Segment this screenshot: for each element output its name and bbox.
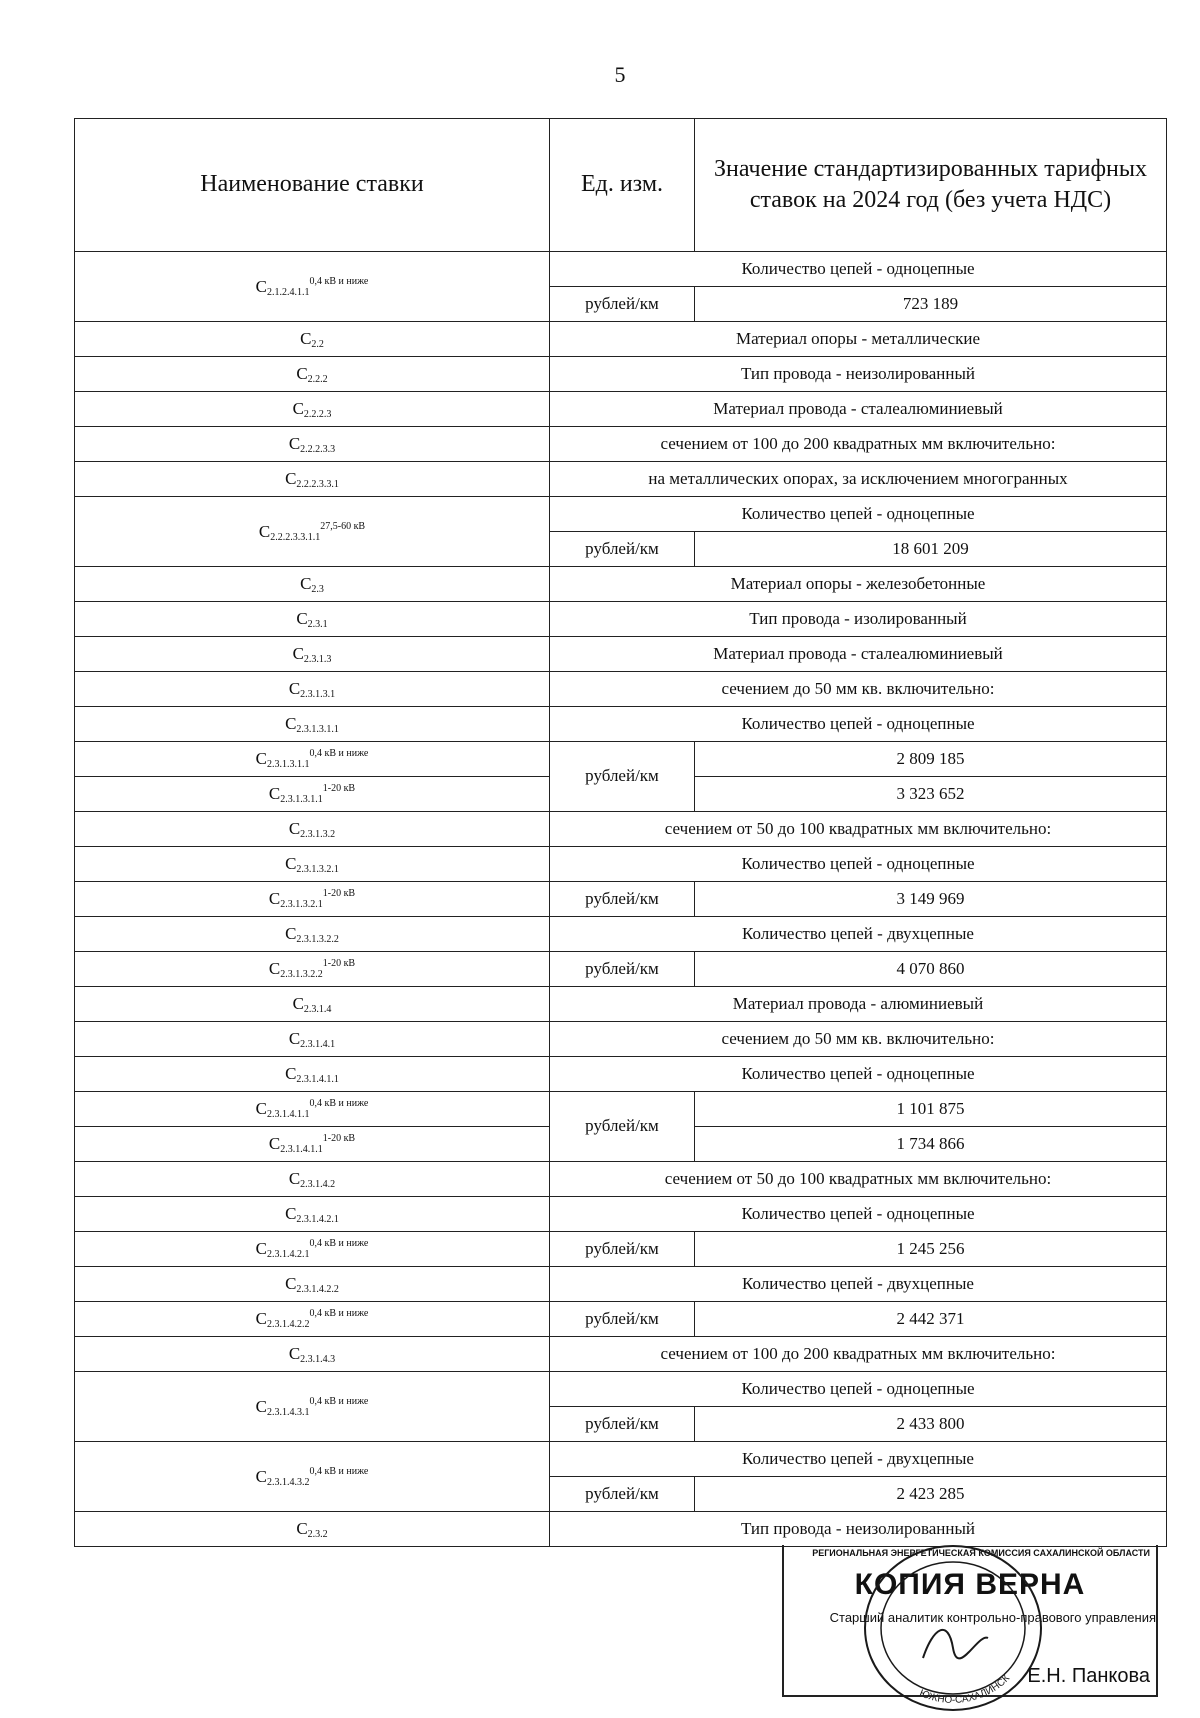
rate-code-index: 2.3.1.4.2.1 [296,1214,339,1225]
rate-code-index: 2.3.1.3.1.1 [296,724,339,735]
rate-code-base: C [288,679,301,698]
stamp-title: КОПИЯ ВЕРНА [854,1568,1086,1601]
table-row [75,1057,1167,1092]
rate-unit: рублей/км [550,742,695,812]
rate-code-index: 2.3.1.3.1.1 [267,759,310,770]
rate-code-index: 2.3.1.4.2.2 [296,1284,339,1295]
rate-value: 18 601 209 [695,532,1167,567]
rate-code-base: C [255,1309,268,1328]
rate-code [75,1337,550,1372]
rate-code [75,637,550,672]
rate-code [75,1022,550,1057]
rate-code-voltage: 0,4 кВ и ниже [309,275,369,287]
rate-description: Количество цепей - одноцепные [550,1372,1167,1407]
rate-description: на металлических опорах, за исключением многогранных [550,462,1167,497]
table-row [75,742,1167,777]
rate-code [75,672,550,707]
table-row [75,812,1167,847]
table-row [75,1092,1167,1127]
rate-code [75,1267,550,1302]
rate-code [75,917,550,952]
rate-code [75,1057,550,1092]
table-row [75,357,1167,392]
rate-code [75,847,550,882]
rate-code-index: 2.3.1.3.2.2 [280,969,323,980]
table-row [75,392,1167,427]
rate-description: Материал опоры - металлические [550,322,1167,357]
rate-description: Количество цепей - одноцепные [550,1057,1167,1092]
table-row [75,322,1167,357]
rate-code-index: 2.3.1.3.1 [300,689,336,700]
rate-code [75,357,550,392]
rate-code-base: C [300,574,312,593]
table-row [75,1442,1167,1477]
rate-code-base: C [296,364,308,383]
rate-code [75,392,550,427]
svg-text:ЮЖНО-САХАЛИНСК [918,1673,1012,1706]
page-number: 5 [614,62,626,87]
rate-code-index: 2.2.2.3.3.1 [296,479,339,490]
rate-code-index: 2.3.1.4.1.1 [280,1144,323,1155]
rate-code-index: 2.3.1.4 [303,1004,332,1015]
rate-code-voltage: 0,4 кВ и ниже [309,1238,369,1249]
rate-description: Количество цепей - одноцепные [550,1197,1167,1232]
rate-code-index: 2.3.1.3.2.1 [280,899,323,910]
rate-code-index: 2.2.2.3.3 [300,444,336,455]
rate-description: Количество цепей - одноцепные [550,252,1167,287]
rate-description: Тип провода - изолированный [550,602,1167,637]
rate-code-voltage: 0,4 кВ и ниже [309,1465,369,1477]
rate-code-voltage: 0,4 кВ и ниже [309,1308,369,1319]
header-value: Значение стандартизированных тарифных ставок на 2024 год (без учета НДС) [695,119,1167,252]
rate-code-index: 2.3.1.3.2 [300,829,336,840]
rate-code-index: 2.3.1.4.1.1 [267,1109,310,1120]
header-unit: Ед. изм. [550,119,695,252]
rate-code-base: C [285,1204,297,1223]
rate-value: 2 423 285 [695,1477,1167,1512]
rate-code-index: 2.3.1.4.2.2 [267,1319,310,1330]
table-row [75,952,1167,987]
rate-description: Тип провода - неизолированный [550,357,1167,392]
table-row [75,567,1167,602]
rate-code-index: 2.3.1.3.2.2 [296,934,339,945]
rate-code-base: C [288,1169,301,1188]
rate-code-index: 2.3 [311,584,324,595]
rate-code-index: 2.3.1.4.2 [300,1179,336,1190]
rate-code [75,987,550,1022]
rate-code [75,952,550,987]
rate-description: Количество цепей - одноцепные [550,497,1167,532]
rate-description: Количество цепей - двухцепные [550,1442,1167,1477]
rate-unit: рублей/км [550,1302,695,1337]
rate-code-voltage: 0,4 кВ и ниже [309,1098,369,1109]
table-row [75,497,1167,532]
rate-code-base: C [285,469,297,488]
rate-description: сечением от 100 до 200 квадратных мм включительно: [550,427,1167,462]
rate-code-index: 2.3.1.4.3 [300,1354,336,1365]
table-row [75,672,1167,707]
rate-code [75,1162,550,1197]
rate-code-base: C [285,1274,297,1293]
rate-code [75,602,550,637]
rate-code-index: 2.3.2 [307,1529,328,1540]
table-row [75,917,1167,952]
rate-code-base: C [292,994,304,1013]
table-header-row [75,119,1167,252]
rate-value: 4 070 860 [695,952,1167,987]
rate-code [75,707,550,742]
rate-code [75,882,550,917]
rate-description: Количество цепей - одноцепные [550,707,1167,742]
rate-code-base: C [285,854,297,873]
tariff-table [74,118,1167,1547]
header-name: Наименование ставки [75,119,550,252]
rate-code-index: 2.3.1.4.2.1 [267,1249,310,1260]
rate-description: Тип провода - неизолированный [550,1512,1167,1547]
rate-code-base: C [288,819,301,838]
rate-code [75,567,550,602]
rate-code-voltage: 0,4 кВ и ниже [309,1395,369,1407]
rate-description: сечением от 50 до 100 квадратных мм включительно: [550,1162,1167,1197]
table-row [75,987,1167,1022]
stamp-header: РЕГИОНАЛЬНАЯ ЭНЕРГЕТИЧЕСКАЯ КОМИССИЯ САХАЛИНСКОЙ ОБЛАСТИ [812,1548,1150,1558]
rate-code-index: 2.2 [311,339,324,350]
rate-unit: рублей/км [550,952,695,987]
rate-unit: рублей/км [550,1232,695,1267]
rate-code-base: C [268,959,281,978]
table-row [75,1337,1167,1372]
rate-description: сечением до 50 мм кв. включительно: [550,672,1167,707]
rate-code-base: C [296,1519,308,1538]
rate-code [75,1302,550,1337]
rate-code-base: C [255,1099,268,1118]
rate-code [75,322,550,357]
round-seal-icon [853,1538,1053,1718]
table-row [75,1022,1167,1057]
rate-description: Материал провода - сталеалюминиевый [550,637,1167,672]
rate-value: 3 149 969 [695,882,1167,917]
rate-code-index: 2.2.2.3.3.1.1 [270,531,321,543]
rate-code [75,427,550,462]
rate-description: Материал провода - алюминиевый [550,987,1167,1022]
table-row [75,882,1167,917]
rate-description: Количество цепей - одноцепные [550,847,1167,882]
table-row [75,1302,1167,1337]
table-row [75,637,1167,672]
rate-description: сечением до 50 мм кв. включительно: [550,1022,1167,1057]
rate-code-base: C [268,889,281,908]
rate-description: Материал провода - сталеалюминиевый [550,392,1167,427]
rate-code-base: C [258,521,271,541]
stamp-position: Старший аналитик контрольно-правового управления [829,1610,1156,1625]
rate-code-voltage: 1-20 кВ [322,958,356,969]
rate-code-base: C [285,714,297,733]
table-row [75,1372,1167,1407]
rate-code-base: C [285,1064,297,1083]
rate-code [75,1232,550,1267]
rate-code-index: 2.3.1.3.1.1 [280,794,323,805]
rate-value: 723 189 [695,287,1167,322]
table-row [75,602,1167,637]
rate-description: Количество цепей - двухцепные [550,917,1167,952]
rate-code [75,1127,550,1162]
rate-code [75,1092,550,1127]
rate-code-index: 2.3.1.3 [303,654,332,665]
table-row [75,847,1167,882]
table-row [75,1267,1167,1302]
rate-value: 1 245 256 [695,1232,1167,1267]
rate-code-index: 2.2.2 [307,374,328,385]
table-row [75,1232,1167,1267]
seal-city: ЮЖНО-САХАЛИНСК [917,1672,1013,1706]
rate-code-index: 2.3.1.3.2.1 [296,864,339,875]
rate-unit: рублей/км [550,882,695,917]
rate-description: Материал опоры - железобетонные [550,567,1167,602]
rate-code-base: C [300,329,312,348]
rate-code-index: 2.3.1.4.3.2 [267,1476,310,1488]
table-row [75,707,1167,742]
rate-code-base: C [288,1344,301,1363]
rate-code-index: 2.1.2.4.1.1 [267,286,310,298]
rate-code-base: C [292,399,304,418]
rate-code [75,497,550,567]
rate-code-voltage: 1-20 кВ [322,888,356,899]
rate-code-base: C [268,1134,281,1153]
rate-code-base: C [268,784,281,803]
rate-unit: рублей/км [550,1092,695,1162]
table-row [75,1197,1167,1232]
rate-code-base: C [255,1396,268,1416]
rate-code-index: 2.3.1.4.1.1 [296,1074,339,1085]
table-row [75,462,1167,497]
table-row [75,252,1167,287]
rate-code [75,1197,550,1232]
rate-code-base: C [296,609,308,628]
rate-value: 2 433 800 [695,1407,1167,1442]
rate-code-voltage: 0,4 кВ и ниже [309,748,369,759]
rate-code-base: C [288,434,301,453]
rate-value: 3 323 652 [695,777,1167,812]
rate-code [75,742,550,777]
rate-code [75,812,550,847]
rate-code-base: C [292,644,304,663]
rate-code [75,1372,550,1442]
rate-code [75,1442,550,1512]
rate-code-base: C [255,1239,268,1258]
rate-code [75,777,550,812]
rate-code-voltage: 1-20 кВ [322,1133,356,1144]
rate-code-base: C [255,1466,268,1486]
rate-unit: рублей/км [550,1477,695,1512]
rate-code [75,1512,550,1547]
rate-code-index: 2.2.2.3 [303,409,332,420]
rate-code-index: 2.3.1 [307,619,328,630]
rate-unit: рублей/км [550,287,695,322]
rate-description: сечением от 50 до 100 квадратных мм включительно: [550,812,1167,847]
rate-value: 1 101 875 [695,1092,1167,1127]
rate-code-base: C [285,924,297,943]
rate-description: сечением от 100 до 200 квадратных мм включительно: [550,1337,1167,1372]
rate-value: 1 734 866 [695,1127,1167,1162]
rate-code-voltage: 1-20 кВ [322,783,356,794]
rate-code-voltage: 27,5-60 кВ [320,520,366,532]
rate-description: Количество цепей - двухцепные [550,1267,1167,1302]
rate-code-base: C [255,276,268,296]
table-row [75,1162,1167,1197]
rate-value: 2 442 371 [695,1302,1167,1337]
rate-code-index: 2.3.1.4.1 [300,1039,336,1050]
rate-unit: рублей/км [550,1407,695,1442]
stamp-name: Е.Н. Панкова [1027,1665,1150,1687]
rate-unit: рублей/км [550,532,695,567]
rate-code [75,252,550,322]
table-row [75,427,1167,462]
rate-value: 2 809 185 [695,742,1167,777]
rate-code-index: 2.3.1.4.3.1 [267,1406,310,1418]
rate-code-base: C [255,749,268,768]
rate-code-base: C [288,1029,301,1048]
rate-code [75,462,550,497]
